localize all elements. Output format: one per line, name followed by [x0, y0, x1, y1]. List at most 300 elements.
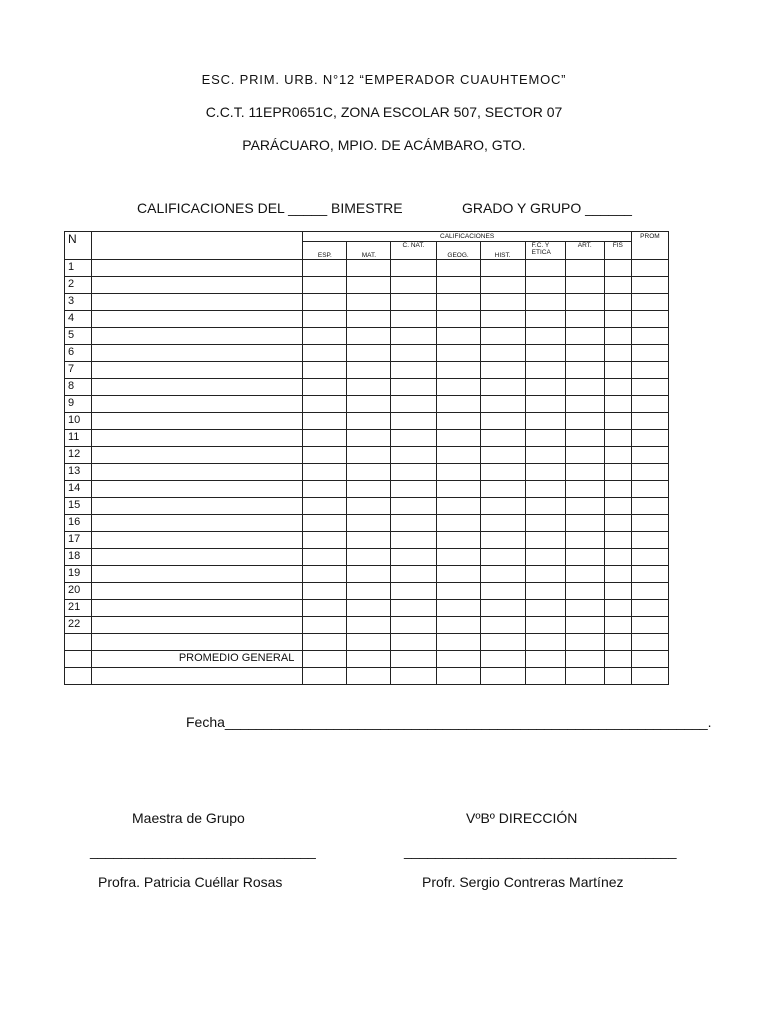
grade-cell	[604, 430, 631, 447]
student-name-cell	[92, 464, 303, 481]
grade-cell	[347, 464, 391, 481]
grade-cell	[436, 413, 480, 430]
grade-cell	[303, 600, 347, 617]
column-header-prom: PROM	[631, 232, 668, 260]
school-cct: C.C.T. 11EPR0651C, ZONA ESCOLAR 507, SECTOR 07	[205, 104, 563, 120]
grade-cell	[303, 549, 347, 566]
row-number: 10	[65, 413, 92, 430]
grade-cell	[565, 532, 604, 549]
grade-cell	[391, 447, 436, 464]
table-row	[65, 430, 669, 447]
table-row	[65, 583, 669, 600]
school-location: PARÁCUARO, MPIO. DE ACÁMBARO, GTO.	[242, 137, 526, 153]
row-number: 14	[65, 481, 92, 498]
grade-cell	[565, 311, 604, 328]
grade-cell	[565, 464, 604, 481]
grade-cell	[604, 345, 631, 362]
grade-cell	[303, 515, 347, 532]
grade-cell	[480, 396, 525, 413]
grade-cell	[391, 549, 436, 566]
grade-cell	[436, 379, 480, 396]
student-name-cell	[92, 549, 303, 566]
row-number: 9	[65, 396, 92, 413]
row-number: 7	[65, 362, 92, 379]
student-name-cell	[92, 362, 303, 379]
grade-cell	[565, 515, 604, 532]
grade-cell	[480, 668, 525, 685]
grade-cell	[565, 634, 604, 651]
student-name-cell	[92, 515, 303, 532]
row-number: 4	[65, 311, 92, 328]
grade-cell	[347, 430, 391, 447]
grade-cell	[436, 634, 480, 651]
grade-cell	[436, 651, 480, 668]
grade-cell	[347, 549, 391, 566]
grade-cell	[480, 345, 525, 362]
grade-cell	[525, 345, 565, 362]
row-number: 18	[65, 549, 92, 566]
grade-cell	[565, 668, 604, 685]
column-header-name	[92, 232, 303, 260]
table-row	[65, 668, 669, 685]
table-row	[65, 294, 669, 311]
grade-cell	[436, 328, 480, 345]
row-number: 19	[65, 566, 92, 583]
grade-cell	[631, 260, 668, 277]
table-row	[65, 277, 669, 294]
student-name-cell	[92, 600, 303, 617]
grade-cell	[480, 294, 525, 311]
grade-cell	[604, 328, 631, 345]
grade-cell	[604, 617, 631, 634]
grade-cell	[631, 396, 668, 413]
grade-cell	[480, 515, 525, 532]
grade-cell	[631, 481, 668, 498]
grade-cell	[303, 277, 347, 294]
table-row	[65, 634, 669, 651]
signature-line-right: ___________________________________	[404, 843, 677, 859]
grade-cell	[303, 532, 347, 549]
grade-cell	[391, 515, 436, 532]
grade-cell	[480, 617, 525, 634]
table-row	[65, 498, 669, 515]
grade-cell	[525, 277, 565, 294]
grade-cell	[436, 447, 480, 464]
grade-cell	[347, 413, 391, 430]
row-number: 15	[65, 498, 92, 515]
grade-cell	[303, 362, 347, 379]
grade-cell	[480, 311, 525, 328]
grade-cell	[631, 294, 668, 311]
grade-cell	[604, 498, 631, 515]
grade-cell	[303, 481, 347, 498]
grade-cell	[347, 634, 391, 651]
grade-cell	[480, 651, 525, 668]
grade-cell	[565, 260, 604, 277]
student-name-cell	[92, 668, 303, 685]
grade-cell	[525, 362, 565, 379]
grade-cell	[565, 362, 604, 379]
row-number: 6	[65, 345, 92, 362]
grade-cell	[480, 447, 525, 464]
grade-cell	[436, 515, 480, 532]
grade-cell	[303, 651, 347, 668]
grade-cell	[436, 345, 480, 362]
student-name-cell	[92, 447, 303, 464]
grade-cell	[303, 566, 347, 583]
grade-cell	[631, 532, 668, 549]
grade-cell	[525, 515, 565, 532]
grade-cell	[436, 311, 480, 328]
grade-cell	[436, 668, 480, 685]
row-number	[65, 668, 92, 685]
table-row	[65, 532, 669, 549]
grade-cell	[631, 651, 668, 668]
student-name-cell	[92, 379, 303, 396]
grade-cell	[565, 481, 604, 498]
grade-cell	[565, 549, 604, 566]
grade-cell	[480, 583, 525, 600]
grade-cell	[631, 549, 668, 566]
grade-cell	[565, 498, 604, 515]
grade-cell	[631, 668, 668, 685]
grade-cell	[525, 498, 565, 515]
grade-cell	[347, 600, 391, 617]
grade-cell	[303, 311, 347, 328]
column-header-mat: MAT.	[347, 242, 391, 260]
grade-cell	[631, 447, 668, 464]
grade-cell	[303, 413, 347, 430]
grade-cell	[604, 549, 631, 566]
grade-cell	[631, 600, 668, 617]
grade-cell	[480, 532, 525, 549]
grade-cell	[347, 532, 391, 549]
fecha-line: Fecha______________________________________________________________.	[186, 714, 712, 730]
grade-cell	[631, 430, 668, 447]
grade-cell	[565, 566, 604, 583]
grade-cell	[525, 260, 565, 277]
grade-cell	[347, 668, 391, 685]
grade-cell	[565, 447, 604, 464]
grade-cell	[604, 481, 631, 498]
student-name-cell	[92, 566, 303, 583]
column-header-n: N	[65, 232, 92, 260]
column-header-art: ART.	[565, 242, 604, 260]
grade-cell	[436, 549, 480, 566]
student-name-cell	[92, 311, 303, 328]
student-name-cell	[92, 634, 303, 651]
grade-cell	[436, 498, 480, 515]
grade-cell	[391, 413, 436, 430]
grade-cell	[480, 430, 525, 447]
teacher-name: Profra. Patricia Cuéllar Rosas	[98, 874, 283, 890]
grade-cell	[604, 447, 631, 464]
grade-cell	[565, 379, 604, 396]
grade-cell	[480, 600, 525, 617]
grade-cell	[347, 345, 391, 362]
student-name-cell	[92, 430, 303, 447]
grade-cell	[604, 668, 631, 685]
grade-cell	[436, 362, 480, 379]
grade-cell	[303, 498, 347, 515]
grade-cell	[391, 481, 436, 498]
table-row	[65, 515, 669, 532]
row-number: 21	[65, 600, 92, 617]
student-name-cell	[92, 617, 303, 634]
table-row	[65, 396, 669, 413]
student-name-cell	[92, 583, 303, 600]
vobo-label: VºBº DIRECCIÓN	[466, 810, 578, 826]
grade-cell	[347, 617, 391, 634]
grades-table	[64, 231, 669, 685]
grade-cell	[525, 651, 565, 668]
grade-cell	[631, 328, 668, 345]
grade-cell	[391, 498, 436, 515]
column-header-esp: ESP.	[303, 242, 347, 260]
grade-cell	[391, 396, 436, 413]
signature-line-left: _____________________________	[90, 843, 316, 859]
table-row	[65, 617, 669, 634]
grade-cell	[303, 294, 347, 311]
student-name-cell	[92, 277, 303, 294]
grade-cell	[525, 311, 565, 328]
grade-cell	[604, 464, 631, 481]
row-number: 22	[65, 617, 92, 634]
table-row	[65, 260, 669, 277]
column-header-c-nat: C. NAT.	[391, 242, 436, 260]
grade-cell	[480, 549, 525, 566]
grade-cell	[604, 532, 631, 549]
grade-cell	[391, 668, 436, 685]
grade-cell	[303, 668, 347, 685]
grade-cell	[604, 413, 631, 430]
grade-cell	[303, 464, 347, 481]
table-row	[65, 328, 669, 345]
grade-cell	[347, 515, 391, 532]
column-header-geog: GEOG.	[436, 242, 480, 260]
grade-cell	[565, 430, 604, 447]
row-number: 5	[65, 328, 92, 345]
promedio-general-label: PROMEDIO GENERAL	[92, 651, 303, 668]
grade-cell	[565, 294, 604, 311]
school-name: ESC. PRIM. URB. N°12 “EMPERADOR CUAUHTEMOC”	[201, 72, 567, 87]
row-number: 3	[65, 294, 92, 311]
grade-cell	[347, 379, 391, 396]
director-name: Profr. Sergio Contreras Martínez	[422, 874, 624, 890]
bimestre-label: CALIFICACIONES DEL _____ BIMESTRE	[137, 200, 403, 216]
grade-cell	[604, 311, 631, 328]
grade-cell	[480, 362, 525, 379]
grade-cell	[631, 498, 668, 515]
grade-cell	[604, 294, 631, 311]
grade-cell	[436, 294, 480, 311]
table-row	[65, 362, 669, 379]
grade-cell	[565, 583, 604, 600]
grade-cell	[604, 515, 631, 532]
grade-cell	[565, 617, 604, 634]
grade-cell	[347, 651, 391, 668]
grade-cell	[391, 345, 436, 362]
grade-cell	[303, 345, 347, 362]
row-number	[65, 634, 92, 651]
grade-cell	[480, 413, 525, 430]
grade-cell	[391, 600, 436, 617]
grade-cell	[436, 396, 480, 413]
grade-cell	[565, 345, 604, 362]
grade-cell	[631, 311, 668, 328]
row-number: 17	[65, 532, 92, 549]
grade-cell	[525, 379, 565, 396]
grade-cell	[565, 651, 604, 668]
grade-cell	[480, 328, 525, 345]
column-header-fis: FIS	[604, 242, 631, 260]
student-name-cell	[92, 413, 303, 430]
grade-cell	[347, 447, 391, 464]
student-name-cell	[92, 396, 303, 413]
column-header-fc-etica: F.C. Y ETICA	[525, 242, 565, 260]
student-name-cell	[92, 345, 303, 362]
grade-cell	[604, 583, 631, 600]
grade-cell	[347, 260, 391, 277]
grade-cell	[525, 447, 565, 464]
grade-cell	[303, 617, 347, 634]
grade-cell	[436, 430, 480, 447]
table-row	[65, 447, 669, 464]
grade-cell	[391, 566, 436, 583]
table-row	[65, 600, 669, 617]
grade-cell	[631, 617, 668, 634]
grade-cell	[631, 362, 668, 379]
table-row	[65, 379, 669, 396]
grade-cell	[480, 634, 525, 651]
grade-cell	[604, 379, 631, 396]
maestra-label: Maestra de Grupo	[132, 810, 245, 826]
row-number: 20	[65, 583, 92, 600]
grade-cell	[631, 583, 668, 600]
grade-cell	[480, 277, 525, 294]
grade-cell	[631, 566, 668, 583]
grade-cell	[565, 277, 604, 294]
grade-cell	[480, 379, 525, 396]
grade-cell	[604, 362, 631, 379]
grade-cell	[391, 464, 436, 481]
student-name-cell	[92, 328, 303, 345]
row-number: 12	[65, 447, 92, 464]
grade-cell	[525, 532, 565, 549]
grade-cell	[604, 566, 631, 583]
grade-cell	[436, 532, 480, 549]
grade-cell	[525, 481, 565, 498]
grade-cell	[391, 617, 436, 634]
grade-cell	[347, 328, 391, 345]
table-row	[65, 311, 669, 328]
grade-cell	[631, 464, 668, 481]
row-number: 2	[65, 277, 92, 294]
student-name-cell	[92, 481, 303, 498]
grade-cell	[391, 430, 436, 447]
grade-cell	[347, 294, 391, 311]
grade-cell	[303, 260, 347, 277]
grade-cell	[391, 260, 436, 277]
grade-cell	[347, 566, 391, 583]
student-name-cell	[92, 498, 303, 515]
row-number: 1	[65, 260, 92, 277]
grade-cell	[436, 464, 480, 481]
grade-cell	[436, 260, 480, 277]
grade-cell	[480, 498, 525, 515]
table-row	[65, 566, 669, 583]
grade-cell	[525, 430, 565, 447]
grade-cell	[604, 651, 631, 668]
grade-cell	[347, 481, 391, 498]
grade-cell	[525, 583, 565, 600]
row-number	[65, 651, 92, 668]
grade-cell	[303, 447, 347, 464]
grade-cell	[391, 651, 436, 668]
grade-cell	[604, 260, 631, 277]
grade-cell	[391, 294, 436, 311]
grade-cell	[525, 328, 565, 345]
grade-cell	[391, 583, 436, 600]
column-header-hist: HIST.	[480, 242, 525, 260]
grade-cell	[604, 277, 631, 294]
table-row	[65, 464, 669, 481]
grade-cell	[525, 549, 565, 566]
grade-cell	[525, 566, 565, 583]
student-name-cell	[92, 294, 303, 311]
grade-cell	[391, 532, 436, 549]
grade-cell	[303, 396, 347, 413]
grade-cell	[525, 634, 565, 651]
grade-cell	[391, 311, 436, 328]
grade-cell	[604, 634, 631, 651]
grade-cell	[303, 583, 347, 600]
grade-cell	[565, 600, 604, 617]
grade-cell	[480, 464, 525, 481]
grade-cell	[525, 668, 565, 685]
grade-cell	[565, 396, 604, 413]
grade-cell	[347, 311, 391, 328]
grade-cell	[631, 634, 668, 651]
grade-cell	[391, 634, 436, 651]
grade-cell	[391, 362, 436, 379]
grade-cell	[525, 600, 565, 617]
grade-cell	[480, 260, 525, 277]
grade-cell	[303, 379, 347, 396]
grade-cell	[347, 396, 391, 413]
grade-cell	[303, 430, 347, 447]
grade-cell	[347, 277, 391, 294]
row-number: 8	[65, 379, 92, 396]
table-row	[65, 345, 669, 362]
grade-cell	[604, 396, 631, 413]
column-header-calificaciones: CALIFICACIONES	[303, 232, 632, 242]
grade-cell	[347, 583, 391, 600]
grade-cell	[391, 277, 436, 294]
grade-cell	[525, 396, 565, 413]
grade-cell	[631, 413, 668, 430]
grade-cell	[525, 464, 565, 481]
grade-cell	[347, 362, 391, 379]
grade-cell	[436, 481, 480, 498]
table-row	[65, 481, 669, 498]
grade-cell	[565, 328, 604, 345]
grade-cell	[436, 583, 480, 600]
grade-cell	[631, 277, 668, 294]
grade-cell	[303, 634, 347, 651]
grade-cell	[525, 294, 565, 311]
table-row	[65, 549, 669, 566]
